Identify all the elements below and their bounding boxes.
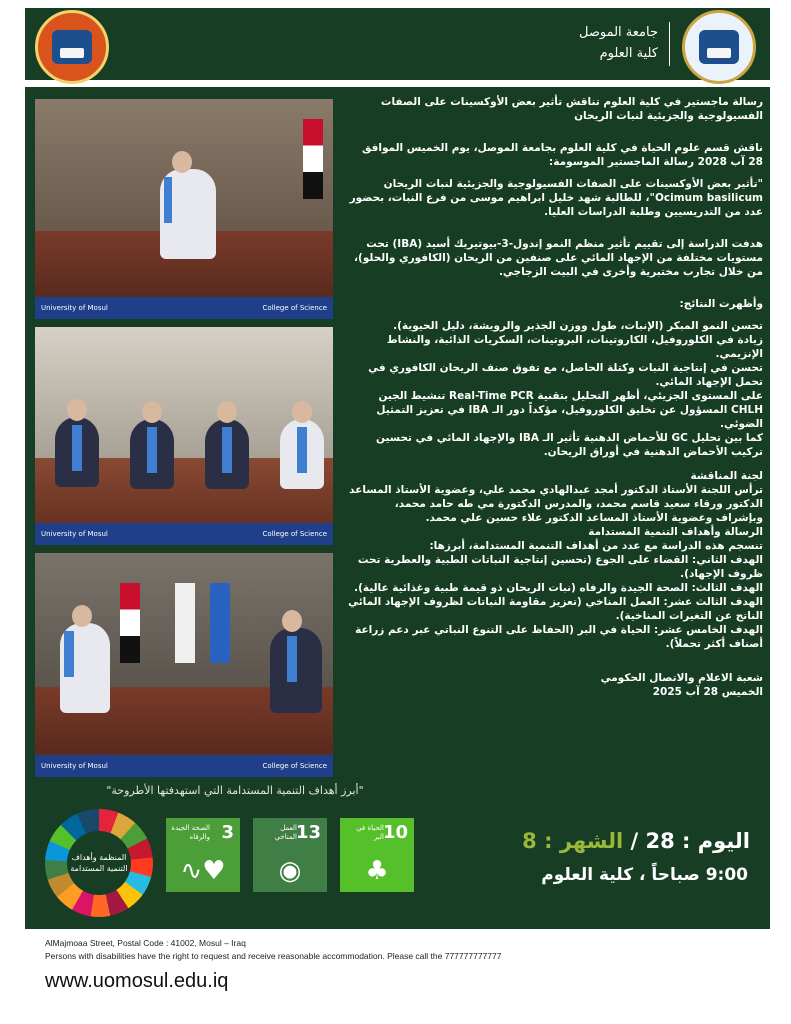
sdg-label: العمل المناخي [274,824,297,841]
book-icon [52,30,92,64]
college-name: كلية العلوم [599,46,658,61]
student-figure [60,623,110,713]
signature-date: الخميس 28 آب 2025 [652,686,763,698]
sdg-list [347,553,763,651]
banner-college: College of Science [262,304,327,312]
footer-address: AlMajmoaa Street, Postal Code : 41002, Mosul – Iraq [45,938,246,948]
university-name: جامعة الموصل [578,25,658,40]
committee-text: ترأس اللجنة الأستاذ الدكتور أمجد عبدالهادي محمد علي، وعضوية الأستاذ المساعد الدكتور ورقاء سعيد قاسم محمد، والمدرس الدكتورة مي طه حامد محمد، وبإشراف وعضوية الأستاذ المساعد الدكتور علاء حسين علي محمد. [349,484,763,524]
sdg-tile-13 [253,818,327,892]
photo-committee [35,327,333,545]
tree-icon: ♣ [365,856,389,886]
photo-supervisor [35,553,333,777]
photo-student-defense [35,99,333,319]
header-divider [669,22,670,66]
banner-college: College of Science [262,762,327,770]
thesis-title: "تأثير بعض الأوكسينات على الصفات الفسيولوجية والجزيئية لنبات الريحان Ocimum basilicum"، للطالبة شهد خليل ابراهيم موسى من فرع النبات، بحضور عدد من التدريسيين وطلبة الدراسات العليا. [349,178,763,218]
article-intro: ناقش قسم علوم الحياة في كلية العلوم بجامعة الموصل، يوم الخميس الموافق 28 آب 2028 رسالة الماجستير الموسومة: [362,142,763,168]
sdg-heading: الرسالة وأهداف التنمية المستدامة [588,526,763,538]
committee-member [55,417,99,487]
header-title [579,22,658,64]
iraq-flag-icon [303,119,323,199]
committee-member [280,419,324,489]
list-item: الهدف الثالث: الصحة الجيدة والرفاه (نبات الريحان ذو قيمة طبية وغذائية عالية). [354,582,763,594]
sdg-wheel-icon [45,809,153,917]
footer-website-link[interactable]: www.uomosul.edu.iq [45,970,229,992]
article-title: رسالة ماجستير في كلية العلوم تناقش تأثير بعض الأوكسينات على الصفات الفسيولوجية والجزيئية لنبات الريحان [380,96,763,122]
banner-university: University of Mosul [41,304,108,312]
sdg-label: الحياة في البر [356,824,384,841]
banner-university: University of Mosul [41,762,108,770]
student-figure [160,169,216,259]
sdg-tile-15 [340,818,414,892]
university-logo-left [35,10,109,84]
committee-heading: لجنة المناقشة [690,470,763,482]
photo-banner [35,297,333,319]
university-logo-right [682,10,756,84]
day-label: اليوم [697,829,750,853]
day-value: 28 [645,829,675,853]
month-value: 8 [522,829,537,853]
iraq-flag-icon [120,583,140,663]
heartbeat-icon: ∿♥ [180,856,226,886]
study-aim: هدفت الدراسة إلى تقييم تأثير منظم النمو إندول-3-بيوتيريك أسيد (IBA) تحت مستويات مختلفة من الإجهاد المائي على صنفين من الريحان (الكافوري والحلو)، من خلال تجارب مختبرية وأخرى في البيت الزجاجي. [354,238,763,278]
sdg-tile-3 [166,818,240,892]
building-icon [699,30,739,64]
main-panel [25,87,770,929]
banner-college: College of Science [262,530,327,538]
footer-accessibility-note: Persons with disabilities have the right to request and receive reasonable accommodation. Please call the 777777777777 [45,951,502,961]
results-heading: وأظهرت النتائج: [679,298,763,310]
list-item: الهدف الثاني: القضاء على الجوع (تحسين إنتاجية النباتات الطبية والعطرية تحت ظروف الإجهاد). [357,554,763,580]
event-date: اليوم : 28 / الشهر : 8 [522,829,750,853]
event-time: 9:00 صباحاً ، كلية العلوم [541,865,748,885]
results-list [347,319,763,459]
photo-banner [35,523,333,545]
committee-member [130,419,174,489]
list-item: تحسن في إنتاجية النبات وكتلة الحاصل، مع تفوق صنف الريحان الكافوري في تحمل الإجهاد المائي. [368,362,763,388]
college-flag-icon [210,583,230,663]
list-item: على المستوى الجزيئي، أظهر التحليل بتقنية Real-Time PCR تنشيط الجين CHLH المسؤول عن تخليق الكلوروفيل، مؤكداً دور الـ IBA في تعزيز التمثيل الضوئي. [376,390,763,430]
university-flag-icon [175,583,195,663]
sdg-number: 3 [221,822,234,843]
supervisor-figure [270,628,322,713]
sdg-number: 10 [382,822,408,843]
wheel-caption: المنظمة وأهداف التنمية المستدامة [67,831,131,895]
article-body [347,95,763,795]
sdg-slogan: "أبرز أهداف التنمية المستدامة التي استهدفتها الأطروحة" [106,784,364,797]
sdg-label: الصحة الجيدة والرفاه [171,824,210,841]
list-item: كما بين تحليل GC للأحماض الدهنية تأثير الـ IBA والإجهاد المائي في تحسين تركيب الأحماض الدهنية في أوراق الريحان. [376,432,763,458]
signature: شعبة الاعلام والاتصال الحكومي [600,672,763,684]
list-item: الهدف الثالث عشر: العمل المناخي (تعزيز مقاومة النباتات لظروف الإجهاد المائي الناتج عن التغيرات المناخية). [348,596,763,622]
header-bar [25,8,770,80]
eye-globe-icon: ◉ [278,856,302,886]
month-label: الشهر [559,829,624,853]
list-item: تحسن النمو المبكر (الإنبات، طول ووزن الجذير والرويشة، دليل الحيوية). [393,320,763,332]
banner-university: University of Mosul [41,530,108,538]
sdg-number: 13 [295,822,321,843]
sdg-intro: تنسجم هذه الدراسة مع عدد من أهداف التنمية المستدامة، أبرزها: [429,540,763,552]
list-item: زيادة في الكلوروفيل، الكاروتينات، البروتينات، السكريات الذائبة، والنشاط الإنزيمي. [386,334,763,360]
committee-member [205,419,249,489]
photo-banner [35,755,333,777]
list-item: الهدف الخامس عشر: الحياة في البر (الحفاظ على التنوع النباتي عبر دعم زراعة أصناف أكثر تحملاً). [355,624,763,650]
